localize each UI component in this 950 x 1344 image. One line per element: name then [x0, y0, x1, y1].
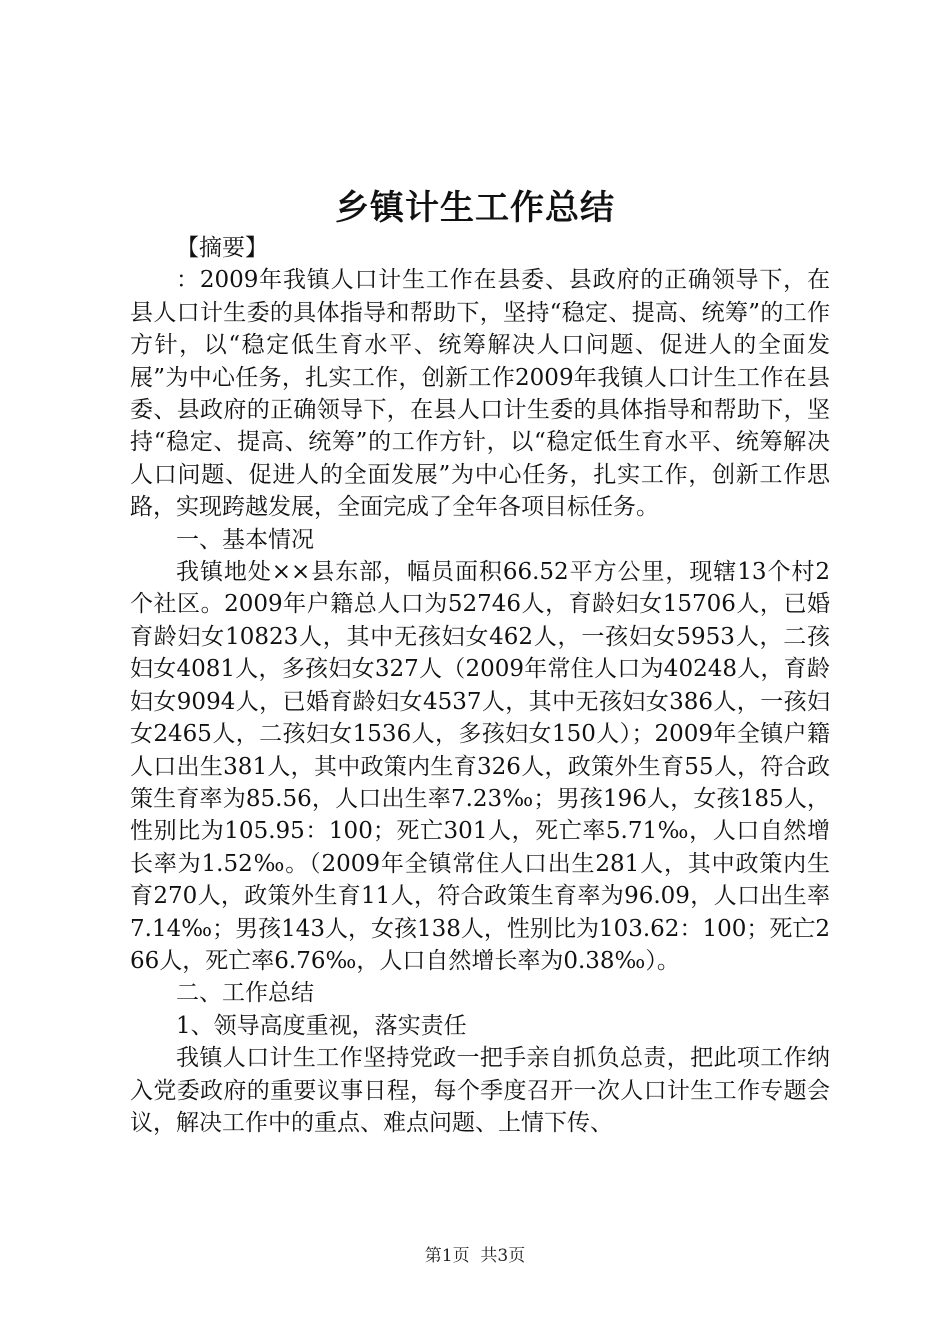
page-number-label: 第1页 共3页	[424, 1246, 526, 1266]
section-heading-work-summary: 二、工作总结	[176, 980, 314, 1007]
page-footer	[0, 1244, 950, 1268]
document-title: 乡镇计生工作总结	[335, 188, 615, 228]
subsection-heading-leadership: 1、领导高度重视，落实责任	[176, 1012, 467, 1039]
basic-situation-paragraph: 我镇地处××县东部，幅员面积66.52平方公里，现辖13个村2个社区。2009年户籍总人口为52746人，育龄妇女15706人，已婚育龄妇女10823人，其中无孩妇女462人，一孩妇女5953人，二孩妇女4081人，多孩妇女327人（2009年常住人口为40248人，育龄妇女9094人，已婚育龄妇女4537人，其中无孩妇女386人，一孩妇女2465人，二孩妇女1536人，多孩妇女150人）；2009年全镇户籍人口出生381人，其中政策内生育326人，政策外生育55人，符合政策生育率为85.56，人口出生率7.23‰；男孩196人，女孩185人，性别比为105.95：100；死亡301人，死亡率5.71‰，人口自然增长率为1.52‰。（2009年全镇常住人口出生281人，其中政策内生育270人，政策外生育11人，符合政策生育率为96.09，人口出生率7.14‰；男孩143人，女孩138人，性别比为103.62：100；死亡266人，死亡率6.76‰，人口自然增长率为0.38‰）。	[130, 559, 830, 974]
document-body	[130, 232, 830, 1139]
leadership-paragraph: 我镇人口计生工作坚持党政一把手亲自抓负总责，把此项工作纳入党委政府的重要议事日程，每个季度召开一次人口计生工作专题会议，解决工作中的重点、难点问题、上情下传、	[130, 1045, 830, 1136]
abstract-paragraph: ：2009年我镇人口计生工作在县委、县政府的正确领导下，在县人口计生委的具体指导和帮助下，坚持“稳定、提高、统筹”的工作方针，以“稳定低生育水平、统筹解决人口问题、促进人的全面发展”为中心任务，扎实工作，创新工作2009年我镇人口计生工作在县委、县政府的正确领导下，在县人口计生委的具体指导和帮助下，坚持“稳定、提高、统筹”的工作方针，以“稳定低生育水平、统筹解决人口问题、促进人的全面发展”为中心任务，扎实工作，创新工作思路，实现跨越发展，全面完成了全年各项目标任务。	[130, 267, 830, 521]
section-heading-basic-situation: 一、基本情况	[176, 526, 314, 553]
abstract-label: 【摘要】	[176, 235, 268, 261]
